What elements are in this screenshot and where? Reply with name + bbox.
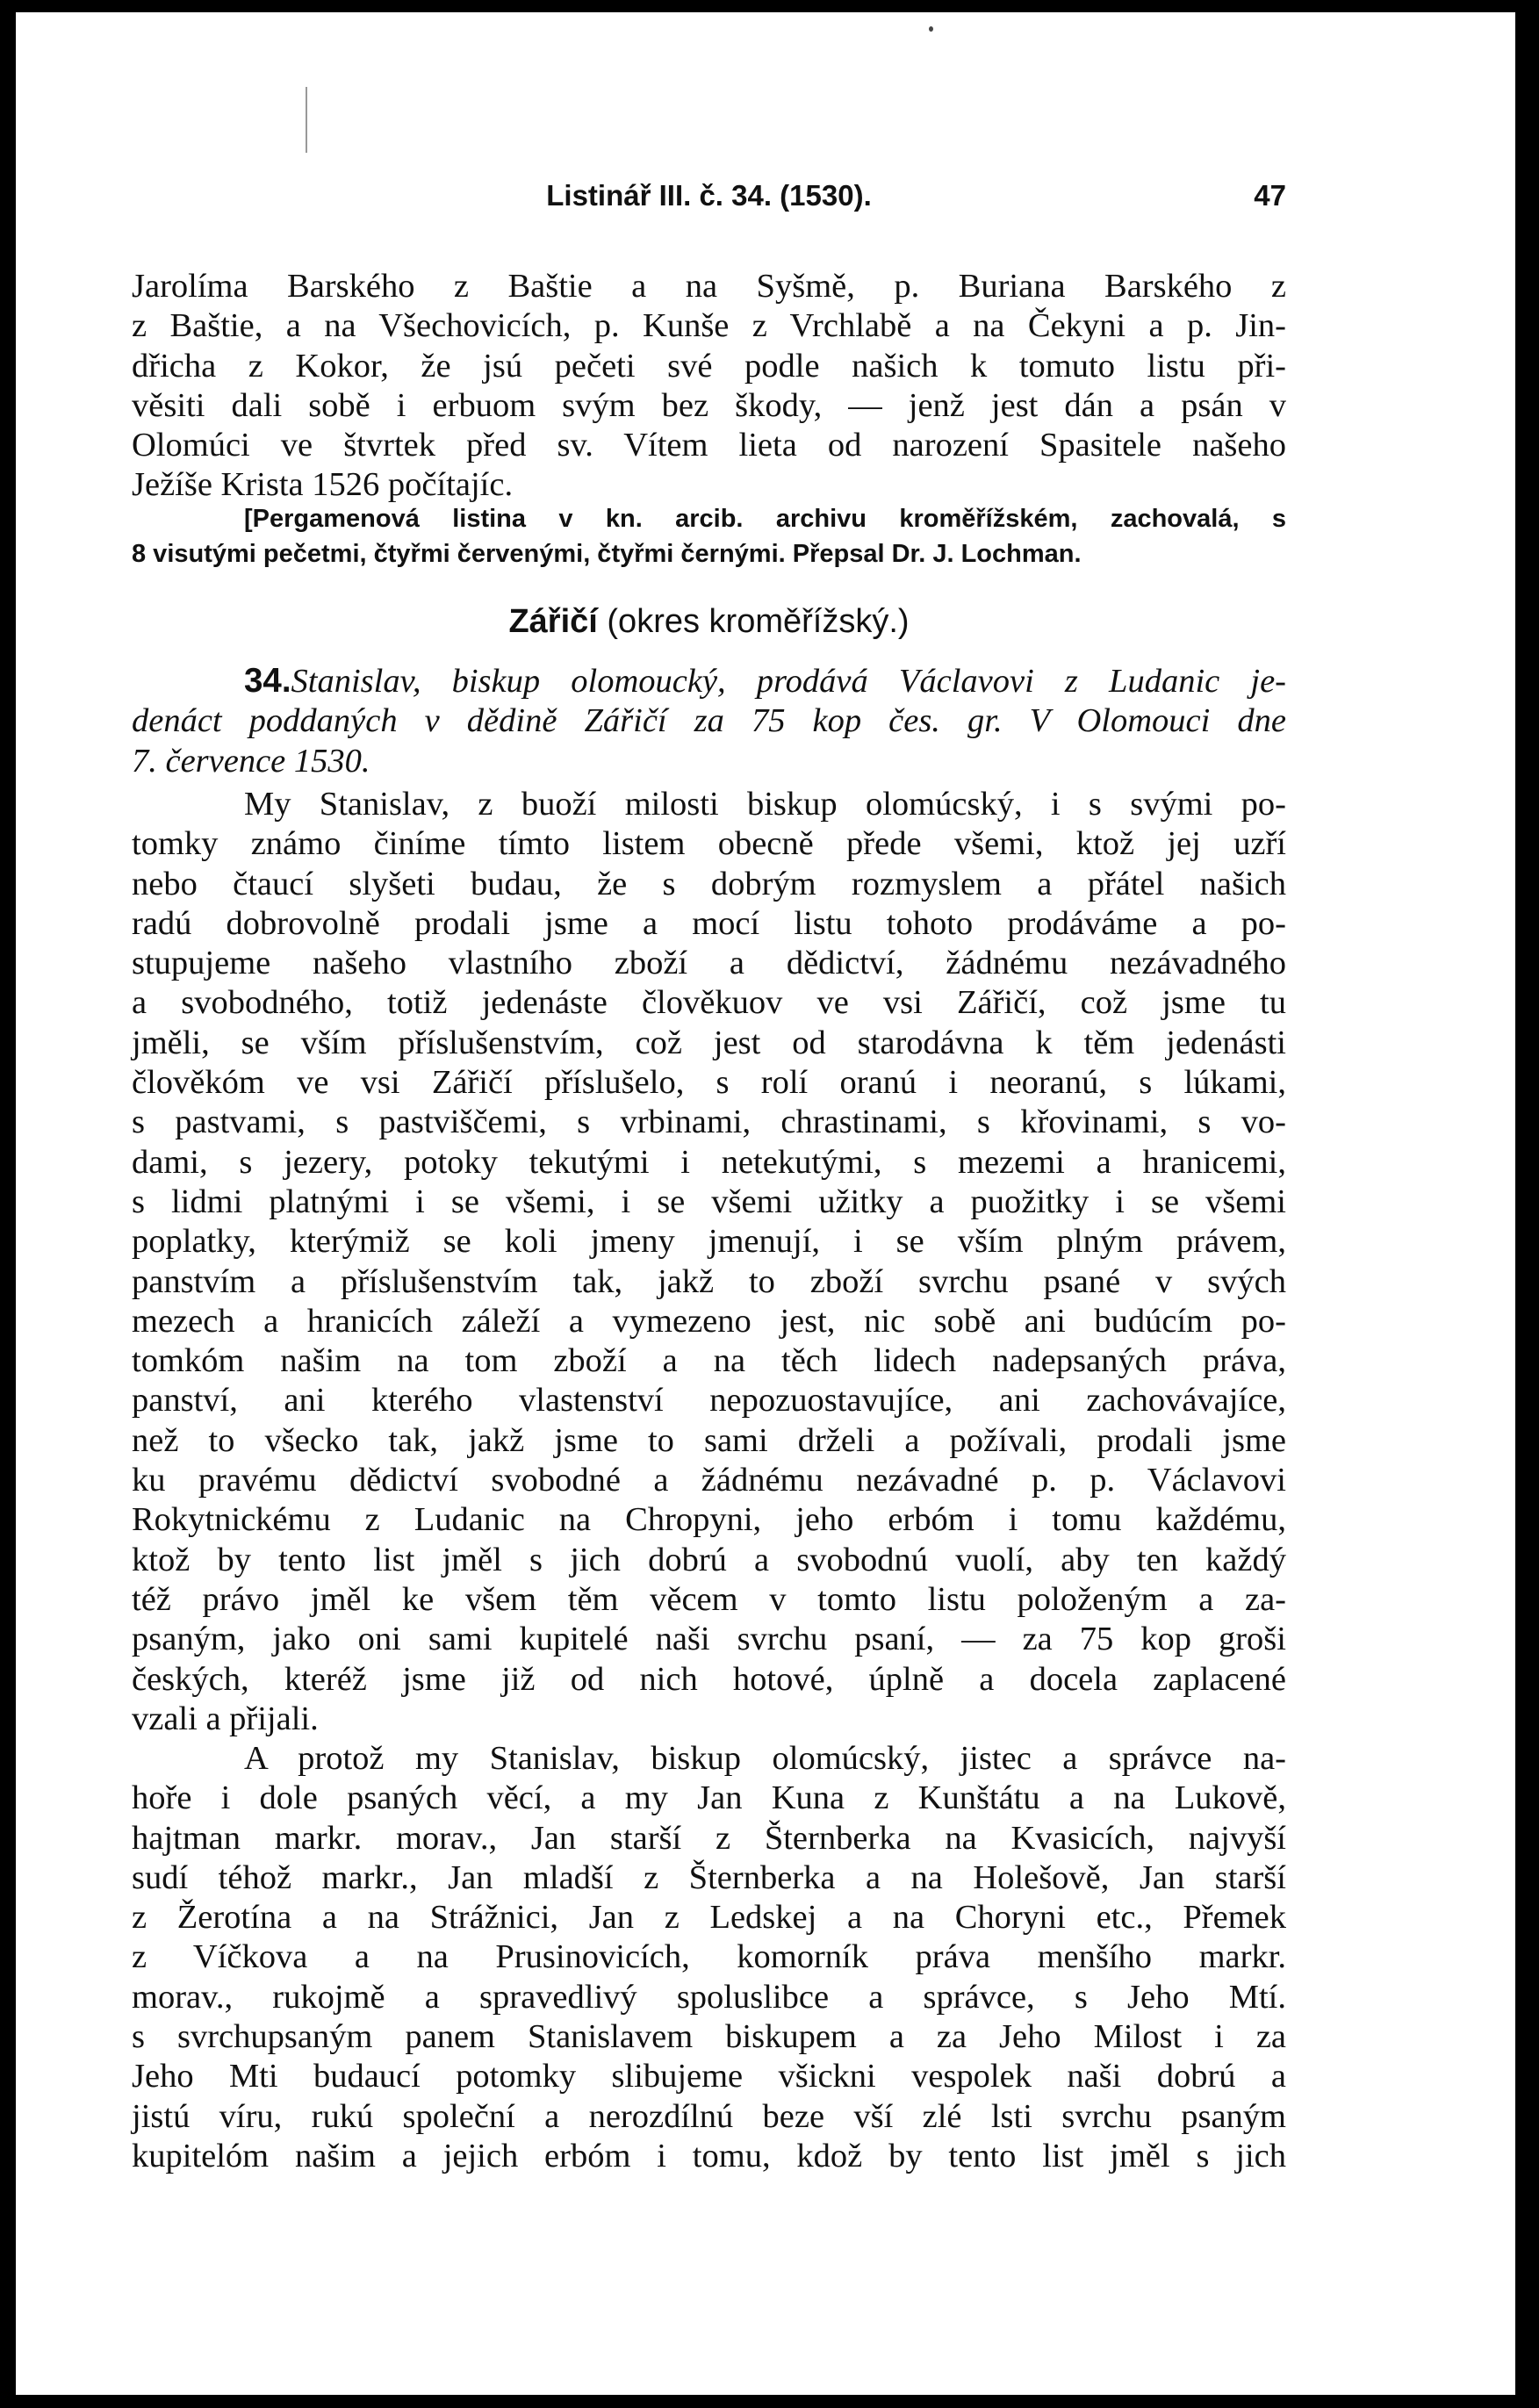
text-line: stupujeme našeho vlastního zboží a dědictví, žádnému nezávadného	[132, 945, 1286, 982]
text-line: tomky známo činíme tímto listem obecně přede všemi, ktož jej uzří	[132, 825, 1286, 863]
text-line: hajtman markr. morav., Jan starší z Šternberka na Kvasicích, najvyší	[132, 1819, 1286, 1857]
text-line: Rokytnickému z Ludanic na Chropyni, jeho erbóm i tomu každému,	[132, 1501, 1286, 1539]
text-line: psaným, jako oni sami kupitelé naši svrchu psaní, — za 75 kop groši	[132, 1621, 1286, 1658]
text-line: morav., rukojmě a spravedlivý spoluslibce a správce, s Jeho Mtí.	[132, 1978, 1286, 2016]
text-line: z Víčkova a na Prusinovicích, komorník práva menšího markr.	[132, 1938, 1286, 1976]
text-line: též právo jměl ke všem těm věcem v tomto listu položeným a za-	[132, 1580, 1286, 1618]
document-page	[16, 12, 1515, 2395]
text-line: vzali a přijali.	[132, 1700, 319, 1737]
text-line: s pastvami, s pastviščemi, s vrbinami, chrastinami, s křovinami, s vo-	[132, 1103, 1286, 1141]
source-note	[132, 501, 1286, 571]
text-line: mezech a hranicích záleží a vymezeno jest, nic sobě ani budúcím po-	[132, 1302, 1286, 1340]
text-line: Olomúci ve štvrtek před sv. Vítem lieta od narození Spasitele našeho	[132, 427, 1286, 464]
text-line: nebo čtaucí slyšeti budau, že s dobrým rozmyslem a přátel našich	[132, 865, 1286, 902]
text-line: dřicha z Kokor, že jsú pečeti své podle našich k tomuto listu při-	[132, 347, 1286, 385]
text-line: než to všecko tak, jakž jsme to sami drželi a požívali, prodali jsme	[132, 1421, 1286, 1459]
section-heading	[132, 603, 1286, 641]
text-line: českých, kteréž jsme již od nich hotové, úplně a docela zaplacené	[132, 1660, 1286, 1698]
regest-line: denáct poddaných v dědině Zářičí za 75 kop čes. gr. V Olomouci dne	[132, 702, 1286, 740]
text-line: A protož my Stanislav, biskup olomúcský, jistec a správce na-	[244, 1740, 1286, 1777]
section-district: (okres kroměřížský.)	[607, 603, 910, 640]
regest	[132, 661, 1286, 781]
regest-line: 7. července 1530.	[132, 742, 370, 780]
running-header	[132, 179, 1286, 225]
scan-speck	[929, 26, 933, 32]
text-line: kupitelóm našim a jejich erbóm i tomu, kdož by tento list jměl s jich	[132, 2137, 1286, 2174]
page-number: 47	[1254, 179, 1286, 212]
text-line: jistú víru, rukú společní a nerozdílnú beze vší zlé lsti svrchu psaným	[132, 2097, 1286, 2135]
text-line: hoře i dole psaných věcí, a my Jan Kuna z Kunštátu a na Lukově,	[132, 1779, 1286, 1817]
text-line: poplatky, kterýmiž se koli jmeny jmenují, i se vším plným právem,	[132, 1223, 1286, 1261]
running-title: Listinář III. č. 34. (1530).	[546, 179, 872, 212]
text-line: Ježíše Krista 1526 počítajíc.	[132, 466, 514, 504]
text-line: Jeho Mti budaucí potomky slibujeme všickni vespolek naši dobrú a	[132, 2058, 1286, 2095]
charter-paragraph-1	[132, 785, 1286, 1739]
scan-fold-mark	[306, 87, 307, 153]
note-line: [Pergamenová listina v kn. arcib. archivu kroměřížském, zachovalá, s	[244, 505, 1286, 533]
text-line: tomkóm našim na tom zboží a na těch lidech nadepsaných práva,	[132, 1342, 1286, 1380]
text-line: radú dobrovolně prodali jsme a mocí listu tohoto prodáváme a po-	[132, 904, 1286, 942]
text-line: s svrchupsaným panem Stanislavem biskupem a za Jeho Milost i za	[132, 2018, 1286, 2056]
text-line: ku pravému dědictví svobodné a žádnému nezávadné p. p. Václavovi	[132, 1462, 1286, 1499]
text-line: a svobodného, totiž jedenáste člověkuov ve vsi Zářičí, což jsme tu	[132, 984, 1286, 1022]
regest-line-text: Stanislav, biskup olomoucký, prodává Václavovi z Ludanic je-	[291, 663, 1286, 700]
text-line: panstvím a příslušenstvím tak, jakž to zboží svrchu psané v svých	[132, 1262, 1286, 1300]
text-line: dami, s jezery, potoky tekutými i netekutými, s mezemi a hranicemi,	[132, 1143, 1286, 1181]
text-line: Jarolíma Barského z Baštie a na Syšmě, p. Buriana Barského z	[132, 268, 1286, 305]
charter-paragraph-2	[132, 1739, 1286, 2176]
text-line: sudí téhož markr., Jan mladší z Šternberka a na Holešově, Jan starší	[132, 1858, 1286, 1896]
regest-number: 34.	[244, 662, 291, 700]
text-line: panství, ani kterého vlastenství nepozuostavujíce, ani zachovávajíce,	[132, 1382, 1286, 1420]
text-line: jměli, se vším příslušenstvím, což jest od starodávna k těm jedenásti	[132, 1024, 1286, 1061]
text-line: ktož by tento list jměl s jich dobrú a svobodnú vuolí, aby ten každý	[132, 1541, 1286, 1578]
text-line: My Stanislav, z buoží milosti biskup olomúcský, i s svými po-	[244, 786, 1286, 823]
text-line: z Baštie, a na Všechovicích, p. Kunše z Vrchlabě a na Čekyni a p. Jin-	[132, 307, 1286, 345]
text-line: s lidmi platnými i se všemi, i se všemi užitky a puožitky i se všemi	[132, 1182, 1286, 1220]
preceding-charter-text	[132, 267, 1286, 506]
text-line: člověkóm ve vsi Zářičí příslušelo, s rolí oranú i neoranú, s lúkami,	[132, 1064, 1286, 1102]
regest-line	[132, 661, 1286, 701]
note-line: 8 visutými pečetmi, čtyřmi červenými, čtyřmi černými. Přepsal Dr. J. Lochman.	[132, 540, 1082, 568]
text-line: z Žerotína a na Strážnici, Jan z Ledskej a na Choryni etc., Přemek	[132, 1899, 1286, 1937]
section-place: Zářičí	[508, 603, 598, 640]
text-line: věsiti dali sobě i erbuom svým bez škody, — jenž jest dán a psán v	[132, 386, 1286, 424]
